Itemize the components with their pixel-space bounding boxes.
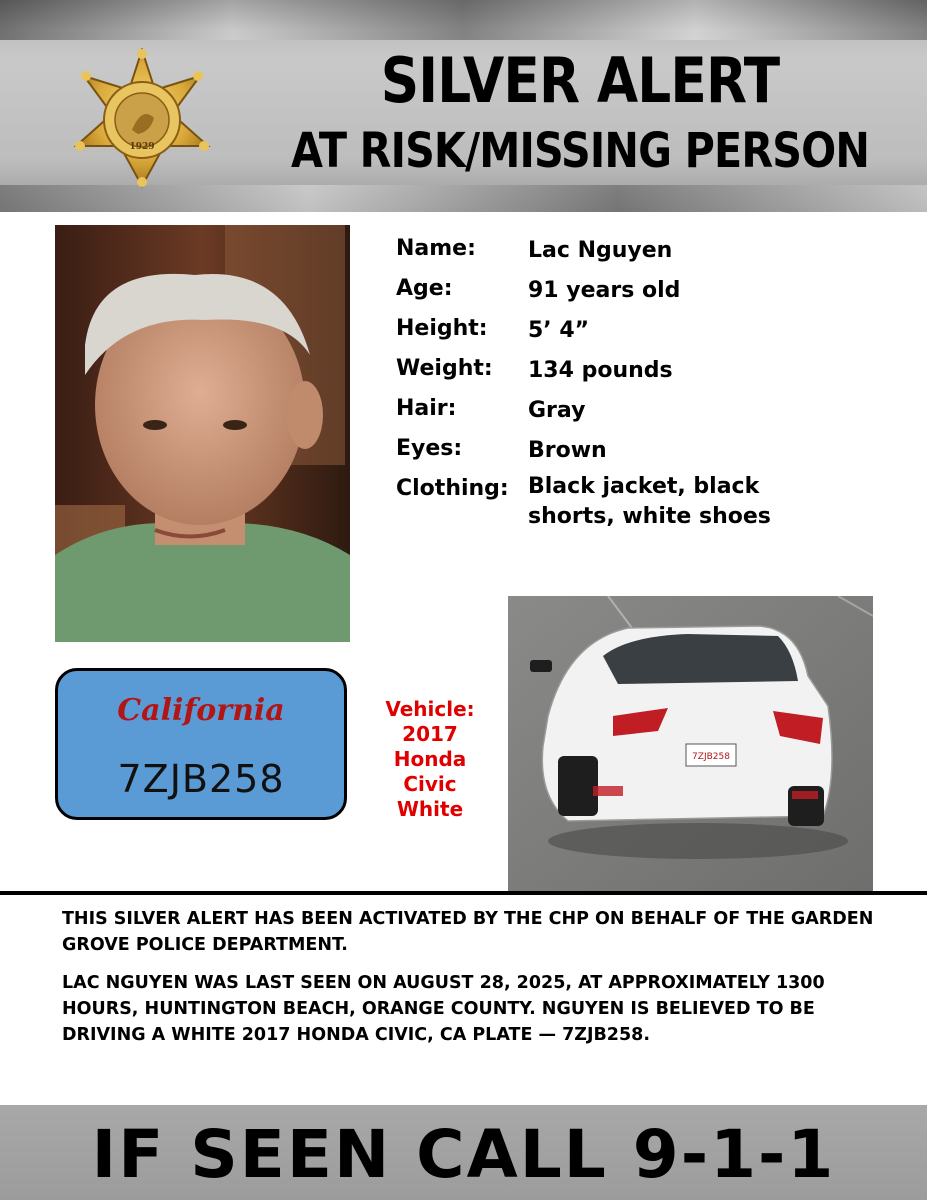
footer-banner	[0, 1105, 927, 1200]
vehicle-description	[362, 697, 498, 822]
detail-value: Black jacket, black shorts, white shoes	[528, 474, 771, 529]
detail-value: 5’ 4”	[528, 318, 590, 343]
detail-label: Hair:	[396, 396, 457, 421]
vehicle-make: Honda	[393, 747, 467, 771]
detail-label: Clothing:	[396, 476, 509, 501]
page-subtitle: AT RISK/MISSING PERSON	[290, 123, 870, 179]
detail-label: Weight:	[396, 356, 493, 381]
plate-number: 7ZJB258	[117, 757, 285, 801]
plate-state: California	[117, 693, 285, 728]
alert-paragraph-1: THIS SILVER ALERT HAS BEEN ACTIVATED BY THE CHP ON BEHALF OF THE GARDEN GROVE POLICE DEPARTMENT.	[62, 909, 874, 955]
header-texture-bottom	[0, 185, 927, 212]
detail-label: Height:	[396, 316, 488, 341]
section-divider	[0, 891, 927, 895]
vehicle-photo	[508, 596, 873, 894]
header-banner	[0, 0, 927, 212]
detail-label: Age:	[396, 276, 453, 301]
vehicle-model: Civic	[403, 772, 457, 796]
header-texture-top	[0, 0, 927, 40]
license-plate	[55, 668, 347, 820]
detail-value: Lac Nguyen	[528, 238, 673, 263]
vehicle-heading: Vehicle:	[385, 697, 475, 721]
vehicle-photo-plate: 7ZJB258	[692, 752, 730, 762]
detail-value: 134 pounds	[528, 358, 673, 383]
detail-value: Brown	[528, 438, 607, 463]
call-to-action: IF SEEN CALL 9-1-1	[91, 1116, 836, 1193]
alert-body	[62, 906, 882, 1060]
person-photo	[55, 225, 350, 642]
badge-year: 1929	[129, 142, 155, 152]
page-title: SILVER ALERT	[380, 44, 780, 117]
chp-badge-icon	[72, 48, 212, 188]
detail-value: Gray	[528, 398, 586, 423]
vehicle-year: 2017	[402, 722, 458, 746]
detail-label: Name:	[396, 236, 476, 261]
alert-paragraph-2: LAC NGUYEN WAS LAST SEEN ON AUGUST 28, 2025, AT APPROXIMATELY 1300 HOURS, HUNTINGTON BEACH, ORANGE COUNTY. NGUYEN IS BELIEVED TO BE DRIVING A WHITE 2017 HONDA CIVIC, CA PLATE — 7ZJB258.	[62, 973, 825, 1045]
detail-value: 91 years old	[528, 278, 681, 303]
detail-label: Eyes:	[396, 436, 463, 461]
vehicle-color: White	[396, 797, 464, 821]
